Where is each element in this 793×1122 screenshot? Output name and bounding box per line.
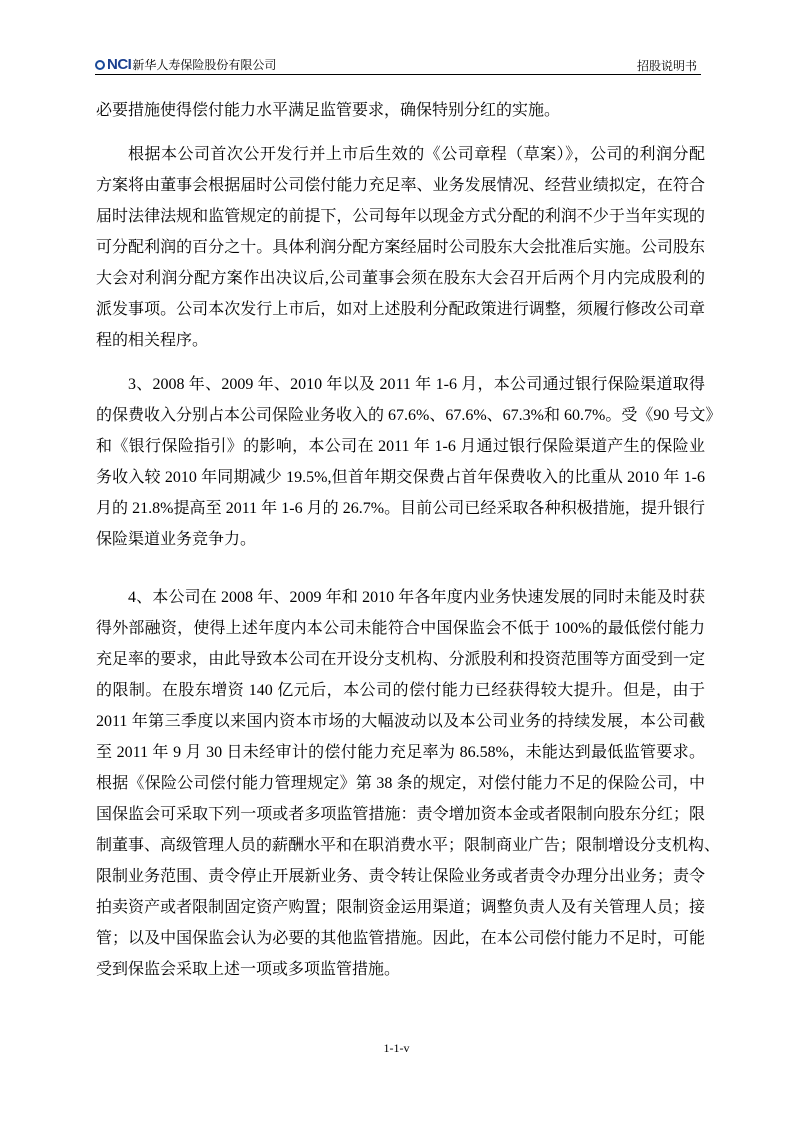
text-line: 务收入较 2010 年同期减少 19.5%,但首年期交保费占首年保费收入的比重从 2010 年 1-6 [96, 469, 705, 486]
document-type: 招股说明书 [636, 59, 697, 73]
page-number: 1-1-v [383, 1041, 410, 1055]
text-line: 2011 年第三季度以来国内资本市场的大幅波动以及本公司业务的持续发展，本公司截 [96, 713, 705, 730]
text-line: 的限制。在股东增资 140 亿元后，本公司的偿付能力已经获得较大提升。但是，由于 [96, 682, 705, 699]
text-line: 的保费收入分别占本公司保险业务收入的 67.6%、67.6%、67.3%和 60.7%。受《90 号文》 [96, 407, 722, 424]
text-line: 国保监会可采取下列一项或者多项监管措施：责令增加资本金或者限制向股东分红；限 [96, 806, 705, 823]
text-line: 管；以及中国保监会认为必要的其他监管措施。因此，在本公司偿付能力不足时，可能 [96, 930, 705, 947]
document-body [96, 95, 722, 985]
company-logo [95, 56, 276, 73]
text-line: 和《银行保险指引》的影响，本公司在 2011 年 1-6 月通过银行保险渠道产生的保险业 [96, 438, 705, 455]
text-line: 届时法律法规和监管规定的前提下，公司每年以现金方式分配的利润不少于当年实现的 [96, 208, 705, 225]
paragraph-1 [96, 95, 705, 126]
logo-text: NCI [107, 56, 132, 73]
text-line: 拍卖资产或者限制固定资产购置；限制资金运用渠道；调整负责人及有关管理人员；接 [96, 899, 705, 916]
text-line: 大会对利润分配方案作出决议后,公司董事会须在股东大会召开后两个月内完成股利的 [96, 270, 705, 287]
text-line: 月的 21.8%提高至 2011 年 1-6 月的 26.7%。目前公司已经采取各种积极措施，提升银行 [96, 500, 705, 517]
text-line: 根据本公司首次公开发行并上市后生效的《公司章程（草案）》，公司的利润分配 [128, 146, 705, 163]
text-line: 3、2008 年、2009 年、2010 年以及 2011 年 1-6 月，本公司通过银行保险渠道取得 [128, 376, 705, 393]
text-line: 4、本公司在 2008 年、2009 年和 2010 年各年度内业务快速发展的同时未能及时获 [128, 589, 705, 606]
text-line: 得外部融资，使得上述年度内本公司未能符合中国保监会不低于 100%的最低偿付能力 [96, 620, 705, 637]
text-line: 派发事项。公司本次发行上市后，如对上述股利分配政策进行调整，须履行修改公司章 [96, 301, 705, 318]
text-line: 可分配利润的百分之十。具体利润分配方案经届时公司股东大会批准后实施。公司股东 [96, 239, 705, 256]
text-line: 充足率的要求，由此导致本公司在开设分支机构、分派股利和投资范围等方面受到一定 [96, 651, 705, 668]
text-line: 保险渠道业务竞争力。 [96, 531, 257, 548]
paragraph-3 [96, 369, 722, 555]
paragraph-4 [96, 582, 721, 985]
text-line: 方案将由董事会根据届时公司偿付能力充足率、业务发展情况、经营业绩拟定，在符合 [96, 177, 705, 194]
paragraph-2 [96, 139, 705, 356]
text-line: 程的相关程序。 [96, 332, 209, 349]
text-line: 受到保监会采取上述一项或多项监管措施。 [96, 961, 401, 978]
company-name: 新华人寿保险股份有限公司 [132, 58, 277, 72]
text-line: 根据《保险公司偿付能力管理规定》第 38 条的规定，对偿付能力不足的保险公司，中 [96, 775, 705, 792]
page-header [95, 54, 701, 75]
text-line: 至 2011 年 9 月 30 日未经审计的偿付能力充足率为 86.58%，未能达到最低监管要求。 [96, 744, 705, 761]
text-line: 必要措施使得偿付能力水平满足监管要求，确保特别分红的实施。 [96, 102, 561, 119]
text-line: 制董事、高级管理人员的薪酬水平和在职消费水平；限制商业广告；限制增设分支机构、 [96, 837, 721, 854]
logo-ring-icon [95, 60, 105, 70]
text-line: 限制业务范围、责令停止开展新业务、责令转让保险业务或者责令办理分出业务；责令 [96, 868, 705, 885]
